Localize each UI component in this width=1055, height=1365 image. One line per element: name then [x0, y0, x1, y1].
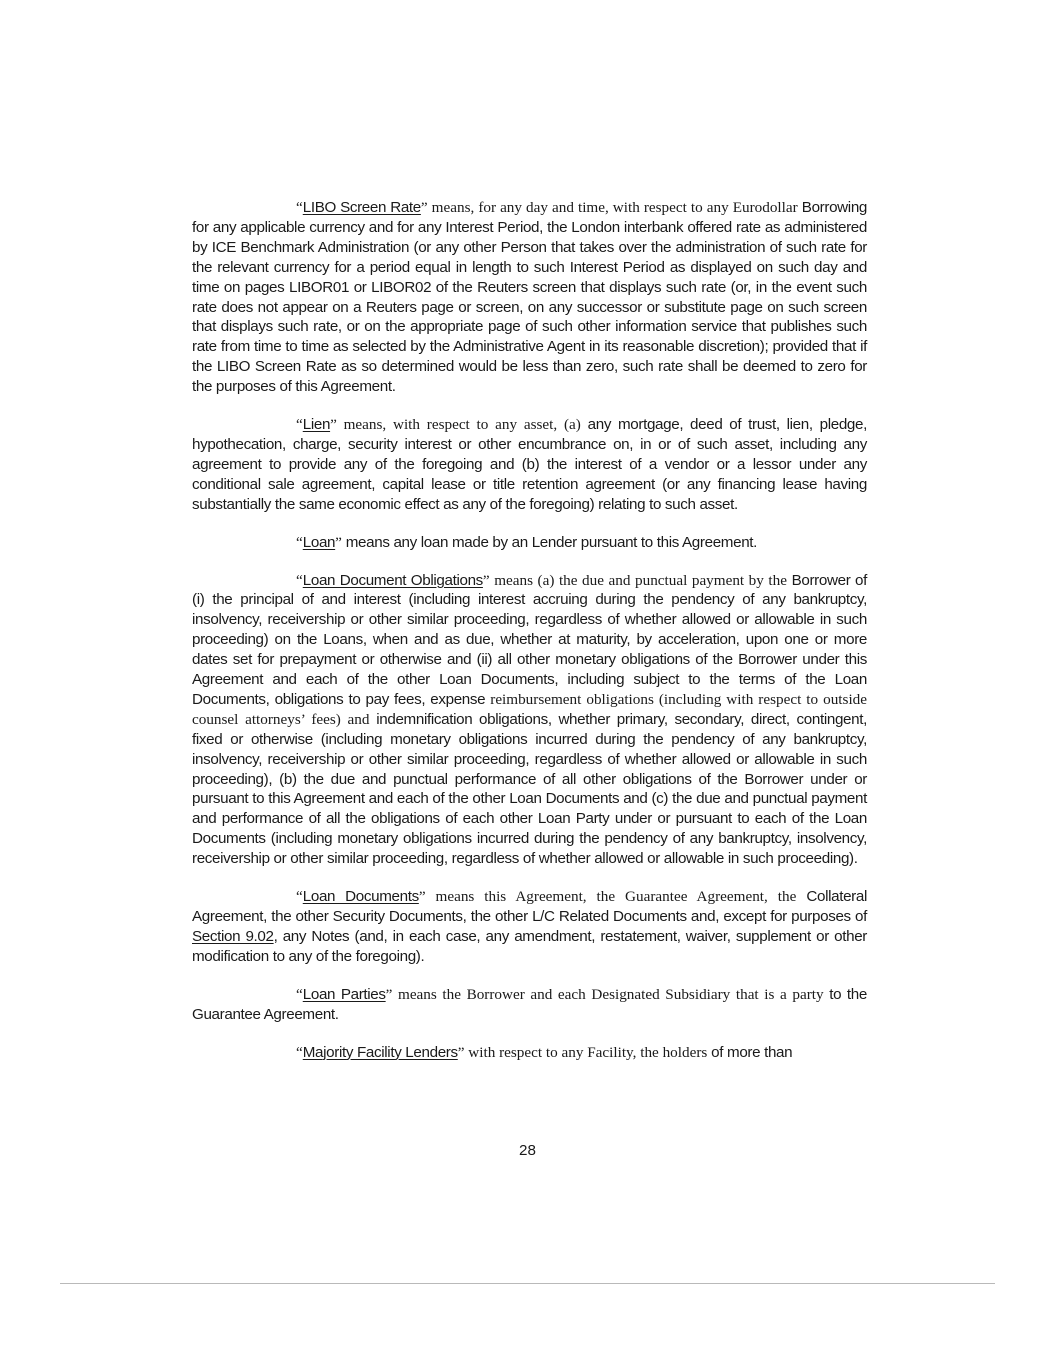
page-number: 28 [519, 1142, 536, 1159]
definition-body: of more than [707, 1043, 793, 1061]
section-cross-reference: Section 9.02 [192, 927, 274, 945]
definition-body: Borrowing for any applicable currency and for any Interest Period, the London interbank offered rate as administered by ICE Benchmark Administration (or any other Person that takes over the administration of such rate for the relevant currency for a period equal in length to such Interest Period as displayed on such day and time on pages LIBOR01 or LIBOR02 of the Reuters screen that displays such rate (or, in the event such rate does not appear on a Reuters page or screen, on any successor or substitute page on such screen that displays such rate, or on the appropriate page of such other information service that publishes such rate from time to time as selected by the Administrative Agent in its reasonable discretion); provided that if the LIBO Screen Rate as so determined would be less than zero, such rate shall be deemed to zero for the purposes of this Agreement. [192, 199, 868, 396]
definition-lead: with respect to any Facility, the holders [464, 1043, 708, 1061]
definition-lead: means, for any day and time, with respect to any Eurodollar [427, 199, 798, 216]
definitions-section [192, 198, 867, 1080]
definition-body-continued: indemnification obligations, whether primary, secondary, direct, contingent, fixed or otherwise (including monetary obligations incurred during the pendency of any bankruptcy, insolvency, receivership or other similar proceeding, regardless of whether allowed or allowable in such proceeding), (b) the due and punctual performance of all other obligations of the Borrower under or pursuant to this Agreement and each of the other Loan Documents and (c) the due and punctual payment and performance of all the obligations of each other Loan Party under or pursuant to each of the Loan Documents (including monetary obligations incurred during the pendency of any bankruptcy, insolvency, receivership or other similar proceeding, regardless of whether allowed or allowable in such proceeding). [192, 710, 867, 868]
definition-loan-parties: “Loan Parties” means the Borrower and each Designated Subsidiary that is a party to the Guarantee Agreement. [192, 985, 867, 1023]
definition-lead: means this Agreement, the Guarantee Agreement, the [425, 888, 797, 906]
definition-loan-documents: “Loan Documents” means this Agreement, the Guarantee Agreement, the Collateral Agreement, the other Security Documents, the other L/C Related Documents and, except for purposes of Section 9.02, any Notes (and, in each case, any amendment, restatement, waiver, supplement or other modification to any of the foregoing). [192, 888, 868, 965]
defined-term: Loan Parties [302, 985, 386, 1003]
definition-body-continued: , any Notes (and, in each case, any amendment, restatement, waiver, supplement or other modification to any of the foregoing). [192, 927, 867, 965]
definition-majority-facility-lenders: “Majority Facility Lenders” with respect to any Facility, the holders of more than [296, 1043, 793, 1061]
defined-term: Loan [302, 533, 336, 551]
definition-lead: means (a) the due and punctual payment by the [489, 571, 787, 589]
defined-term: LIBO Screen Rate [302, 199, 421, 216]
definition-loan: “Loan” means any loan made by an Lender pursuant to this Agreement. [296, 533, 758, 551]
definition-body: Collateral Agreement, the other Security Documents, the other L/C Related Documents and, except for purposes of [192, 888, 868, 925]
definition-mid: reimbursement obligations (including with respect to outside counsel attorneys’ fees) and [192, 690, 867, 728]
defined-term: Majority Facility Lenders [302, 1043, 458, 1061]
definition-body: means any loan made by an Lender pursuant to this Agreement. [341, 533, 758, 551]
page-divider [60, 1283, 995, 1284]
definition-body: any mortgage, deed of trust, lien, pledge, hypothecation, charge, security interest or other encumbrance on, in or of such asset, including any agreement to provide any of the foregoing and (b) the interest of a vendor or a lessor under any conditional sale agreement, capital lease or title retention agreement (or any financing lease having substantially the same economic effect as any of the foregoing) relating to such asset. [192, 416, 867, 513]
definition-lead: means, with respect to any asset, (a) [336, 416, 581, 434]
defined-term: Lien [302, 416, 331, 434]
definition-loan-document-obligations: “Loan Document Obligations” means (a) the due and punctual payment by the Borrower of (i) the principal of and interest (including interest accruing during the pendency of any bankruptcy, insolvency, receivership or other similar proceeding, regardless of whether allowed or allowable in such proceeding) on the Loans, when and as due, whether at maturity, by acceleration, upon one or more dates set for prepayment or otherwise and (ii) all other monetary obligations of the Borrower under this Agreement and each of the other Loan Documents, including subject to the terms of the Loan Documents, obligations to pay fees, expense reimbursement obligations (including with respect to outside counsel attorneys’ fees) and indemnification obligations, whether primary, secondary, direct, contingent, fixed or otherwise (including monetary obligations incurred during the pendency of any bankruptcy, insolvency, receivership or other similar proceeding, regardless of whether allowed or allowable in such proceeding), (b) the due and punctual performance of all other obligations of the Borrower under or pursuant to this Agreement and each of the other Loan Documents and (c) the due and punctual payment and performance of all the obligations of each other Loan Party under or pursuant to each of the Loan Documents (including monetary obligations incurred during the pendency of any bankruptcy, insolvency, receivership or other similar proceeding, regardless of whether allowed or allowable in such proceeding). [192, 571, 867, 868]
defined-term: Loan Document Obligations [302, 571, 483, 589]
definition-lead: means the Borrower and each Designated Subsidiary that is a party [392, 985, 824, 1003]
definition-libo-screen-rate: “LIBO Screen Rate” means, for any day and time, with respect to any Eurodollar Borrowing for any applicable currency and for any Interest Period, the London interbank offered rate as administered by ICE Benchmark Administration (or any other Person that takes over the administration of such rate for the relevant currency for a period equal in length to such Interest Period as displayed on such day and time on pages LIBOR01 or LIBOR02 of the Reuters screen that displays such rate (or, in the event such rate does not appear on a Reuters page or screen, on any successor or substitute page on such screen that displays such rate, or on the appropriate page of such other information service that publishes such rate from time to time as selected by the Administrative Agent in its reasonable discretion); provided that if the LIBO Screen Rate as so determined would be less than zero, such rate shall be deemed to zero for the purposes of this Agreement. [192, 199, 868, 396]
defined-term: Loan Documents [302, 888, 419, 906]
definition-body: Borrower of (i) the principal of and interest (including interest accruing during the pendency of any bankruptcy, insolvency, receivership or other similar proceeding, regardless of whether allowed or allowable in such proceeding) on the Loans, when and as due, whether at maturity, by acceleration, upon one or more dates set for prepayment or otherwise and (ii) all other monetary obligations of the Borrower under this Agreement and each of the other Loan Documents, including subject to the terms of the Loan Documents, obligations to pay fees, expense [192, 571, 867, 708]
definition-lien: “Lien” means, with respect to any asset, (a) any mortgage, deed of trust, lien, pledge, hypothecation, charge, security interest or other encumbrance on, in or of such asset, including any agreement to provide any of the foregoing and (b) the interest of a vendor or a lessor under any conditional sale agreement, capital lease or title retention agreement (or any financing lease having substantially the same economic effect as any of the foregoing) relating to such asset. [192, 416, 867, 513]
definition-body: to the Guarantee Agreement. [192, 985, 867, 1023]
